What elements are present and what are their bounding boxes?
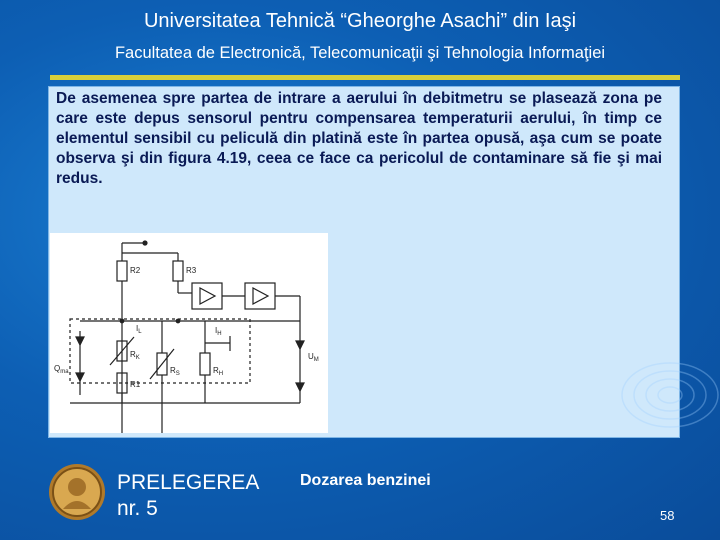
university-title: Universitatea Tehnică “Gheorghe Asachi” din Iaşi [143,10,577,32]
r3-label: R3 [186,266,197,275]
amplifier-2 [245,283,275,309]
header-divider [50,75,680,80]
slide-number: 58 [660,508,675,523]
body-paragraph: De asemenea spre partea de intrare a aerului în debitmetru se plasează zona pe care este depus sensorul pentru compensarea temperaturii aerului, în timp ce elementul sensibil cu peliculă din platină este în partea opusă, aşa cum se poate observa şi din figura 4.19, ceea ce face ca pericolul de contaminare să fie şi mai redus. [56,90,662,187]
flow-arrow-icon [76,373,84,381]
amplifier-2-symbol [253,288,268,304]
decorative-ripples [610,340,720,450]
output-arrow-icon [296,383,304,391]
rk-label: $R_K$ [130,350,140,361]
r2-resistor [117,261,127,281]
circuit-figure [50,233,328,433]
um-label: $U_M$ [308,352,319,363]
r1-label: R1 [130,380,141,389]
r3-resistor [173,261,183,281]
lecture-label-line1: PRELEGEREA [117,471,260,494]
output-arrow-icon [296,341,304,349]
ih-label: $I_H$ [215,326,222,337]
amplifier-1 [192,283,222,309]
qma-label: $Q_{ma}$ [54,364,69,375]
r2-label: R2 [130,266,141,275]
faculty-subtitle: Facultatea de Electronică, Telecomunicaţii şi Tehnologia Informaţiei [114,44,606,62]
il-label: $I_L$ [136,324,142,335]
circuit-diagram [50,233,328,433]
rs-label: $R_S$ [170,366,180,377]
university-seal-icon [48,463,106,521]
rh-label: $R_H$ [213,366,224,377]
rh-resistor [200,353,210,375]
lecture-label [117,470,259,522]
supply-node [143,241,147,245]
amplifier-1-symbol [200,288,215,304]
flow-arrow-icon [76,337,84,345]
lecture-label-line2: nr. 5 [117,497,158,520]
lecture-topic: Dozarea benzinei [300,472,431,489]
